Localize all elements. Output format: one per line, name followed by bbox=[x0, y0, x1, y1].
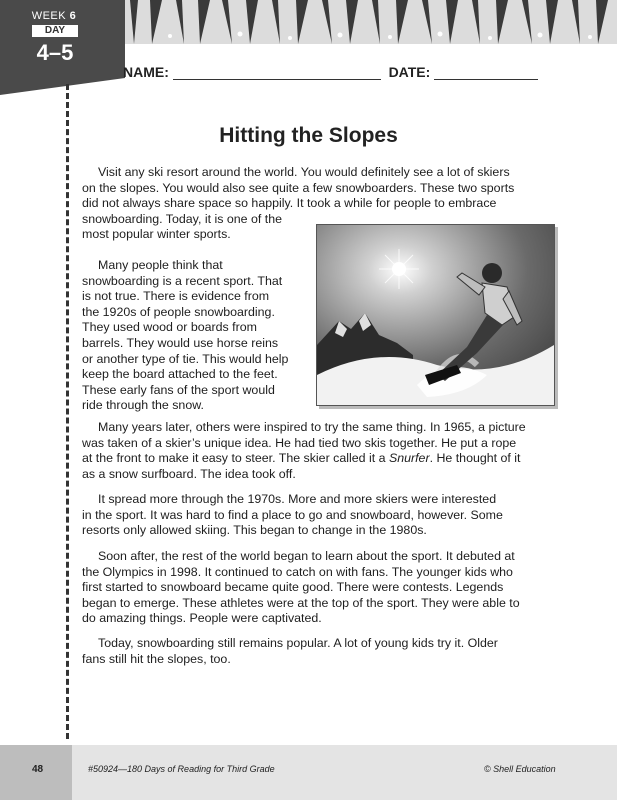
text-line: Today, snowboarding still remains popular. A lot of young kids try it. Older bbox=[98, 636, 498, 650]
text-line: keep the board attached to the feet. bbox=[82, 367, 278, 382]
paragraph-6 bbox=[82, 636, 498, 667]
text-line: resorts only allowed skiing. This began to change in the 1980s. bbox=[82, 523, 427, 538]
page-title: Hitting the Slopes bbox=[219, 124, 398, 147]
text-line: is not true. There is evidence from bbox=[82, 289, 270, 304]
text-line: fans still hit the slopes, too. bbox=[82, 651, 231, 666]
book-title: #50924—180 Days of Reading for Third Grade bbox=[88, 764, 275, 774]
paragraph-2 bbox=[82, 258, 288, 414]
snowboarder-photo bbox=[316, 224, 555, 406]
name-field[interactable] bbox=[173, 67, 381, 80]
week-label: WEEK 6 bbox=[31, 10, 77, 22]
text-line: first started to snowboard became quite good. There were contests. Legends bbox=[82, 580, 504, 595]
date-label: DATE: bbox=[388, 64, 431, 80]
text-line: was taken of a skier’s unique idea. He had tied two skis together. He put a rope bbox=[82, 435, 517, 450]
page-number: 48 bbox=[32, 764, 44, 775]
day-range: 4–5 bbox=[36, 40, 74, 65]
text-line: Visit any ski resort around the world. You would definitely see a lot of skiers bbox=[98, 165, 510, 179]
text-line: most popular winter sports. bbox=[82, 227, 231, 242]
paragraph-3 bbox=[82, 420, 526, 482]
text-line: on the slopes. You would also see quite a few snowboarders. These two sports bbox=[82, 180, 515, 195]
text-line: Soon after, the rest of the world began to learn about the sport. It debuted at bbox=[98, 549, 515, 563]
paragraph-5 bbox=[82, 549, 520, 627]
day-label: DAY bbox=[32, 25, 78, 37]
text-line: Many years later, others were inspired to try the same thing. In 1965, a picture bbox=[98, 420, 526, 434]
paragraph-4 bbox=[82, 492, 503, 539]
text-line: or another type of tie. This would help bbox=[82, 351, 289, 366]
text-line: began to emerge. These athletes were at the top of the sport. They were able to bbox=[82, 595, 520, 610]
text-line: barrels. They would use horse reins bbox=[82, 335, 279, 350]
text-line: in the sport. It was hard to find a place to go and snowboard, however. Some bbox=[82, 507, 503, 522]
text-line: Many people think that bbox=[98, 258, 223, 272]
text-line: These early fans of the sport would bbox=[82, 382, 275, 397]
name-label: NAME: bbox=[123, 64, 169, 80]
snurfer-term: Snurfer bbox=[388, 451, 430, 466]
text-line: did not always share space so happily. It took a while for people to embrace bbox=[82, 196, 497, 211]
text-line: They used wood or boards from bbox=[82, 320, 257, 335]
name-date-row bbox=[123, 64, 538, 80]
text-line: as a snow surfboard. The idea took off. bbox=[82, 466, 296, 481]
date-field[interactable] bbox=[434, 67, 538, 80]
text-line: the 1920s of people snowboarding. bbox=[82, 304, 275, 319]
text-line: at the front to make it easy to steer. The skier called it a Snurfer. He thought of it bbox=[82, 451, 521, 466]
margin-line bbox=[66, 84, 69, 739]
copyright: © Shell Education bbox=[484, 764, 556, 774]
text-line: It spread more through the 1970s. More and more skiers were interested bbox=[98, 492, 497, 506]
text-line: the Olympics in 1998. It continued to catch on with fans. The younger kids who bbox=[82, 564, 513, 579]
text-line: snowboarding is a recent sport. That bbox=[82, 273, 283, 288]
text-line: snowboarding. Today, it is one of the bbox=[82, 211, 282, 226]
text-line: ride through the snow. bbox=[82, 398, 204, 413]
text-line: do amazing things. People were captivated. bbox=[82, 611, 322, 626]
